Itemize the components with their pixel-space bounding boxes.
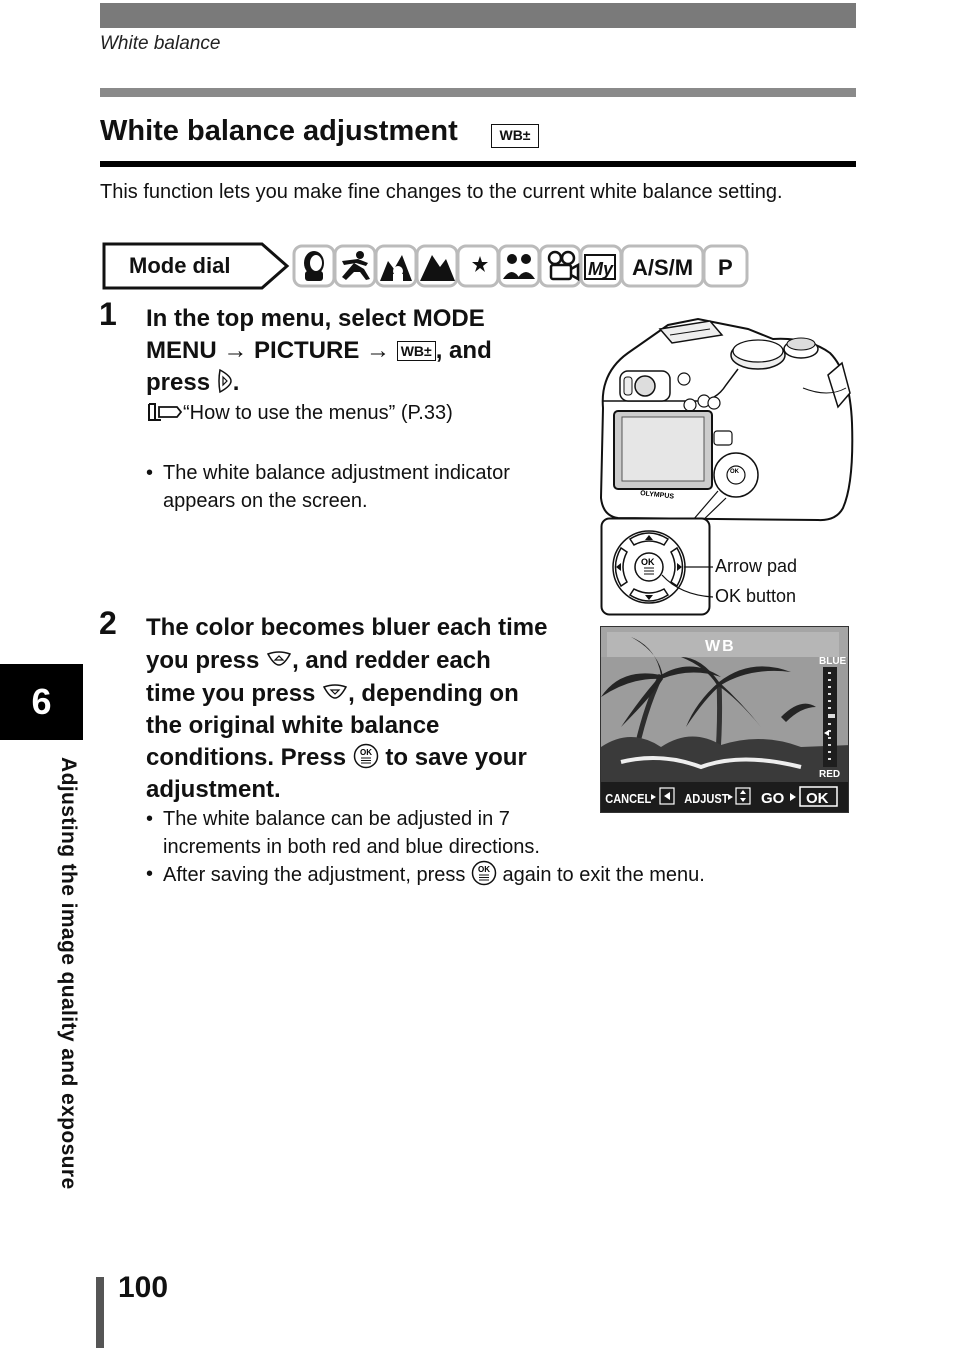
lcd-red-label: RED (819, 769, 841, 780)
svg-text:OK: OK (730, 469, 739, 475)
arrow-icon: → (366, 337, 391, 364)
mode-asm: A/S/M (632, 255, 694, 280)
my-mode-icon (585, 255, 615, 279)
lcd-go: GO (761, 790, 785, 807)
lcd-adjust: ADJUST (684, 791, 729, 807)
arrow-right-button-icon (217, 368, 233, 394)
step-1-bullet: • The white balance adjustment indicator appears on the screen. (146, 462, 510, 512)
step-2-bullet-1: • The white balance can be adjusted in 7 increments in both red and blue directions. (146, 808, 540, 858)
lcd-cancel: CANCEL (605, 791, 652, 807)
wb-adjust-lcd-screen (600, 626, 849, 813)
footer-bar (96, 1277, 104, 1348)
portrait-icon (304, 251, 324, 281)
ok-button-icon (353, 743, 379, 769)
wb-adjust-icon: WB± (397, 341, 436, 361)
step-1-number: 1 (99, 296, 117, 332)
step-2-text: The color becomes bluer each time you press , and redder each time you press , depending on the original white balance conditions. Press OK to save your adjustment. (146, 614, 548, 803)
chapter-side-label: Adjusting the image quality and exposure (57, 757, 80, 1190)
section-title: White balance adjustment (100, 115, 458, 147)
svg-text:My: My (588, 259, 614, 279)
intro-text: This function lets you make fine changes to the current white balance setting. (100, 181, 783, 203)
arrow-up-button-icon (266, 644, 292, 660)
ok-button-label: OK button (715, 586, 797, 606)
header-bar (100, 3, 856, 28)
ok-button-text: OK (641, 557, 655, 567)
reference-icon (147, 401, 183, 423)
page-number: 100 (118, 1271, 169, 1304)
step-2-bullet-2: • After saving the adjustment, press OK again to exit the menu. (146, 860, 688, 889)
camera-brand: OLYMPUS (639, 490, 675, 501)
arrow-pad-label: Arrow pad (715, 556, 798, 576)
mode-dial-row (102, 241, 752, 291)
lcd-blue-label: BLUE (819, 656, 847, 667)
arrow-pad-closeup (600, 517, 715, 622)
lcd-title: WB (705, 638, 736, 655)
section-bar (100, 88, 856, 97)
arrow-icon: → (223, 337, 248, 364)
step-2-number: 2 (99, 605, 117, 641)
svg-text:OK: OK (359, 748, 372, 757)
ok-button-icon (471, 860, 497, 886)
running-head: White balance (100, 33, 221, 54)
menu-reference: “How to use the menus” (P.33) (147, 401, 453, 425)
arrow-down-button-icon (322, 677, 348, 693)
lcd-ok: OK (806, 790, 829, 807)
wb-adjust-icon: WB± (491, 124, 539, 148)
title-rule (100, 161, 856, 167)
svg-text:OK: OK (477, 865, 490, 874)
mode-p: P (718, 255, 733, 280)
step-1-text: In the top menu, select MODE MENU → PICTURE → WB± , and press . (146, 305, 492, 396)
chapter-tab: 6 (0, 664, 83, 740)
mode-dial-label: Mode dial (129, 253, 231, 278)
